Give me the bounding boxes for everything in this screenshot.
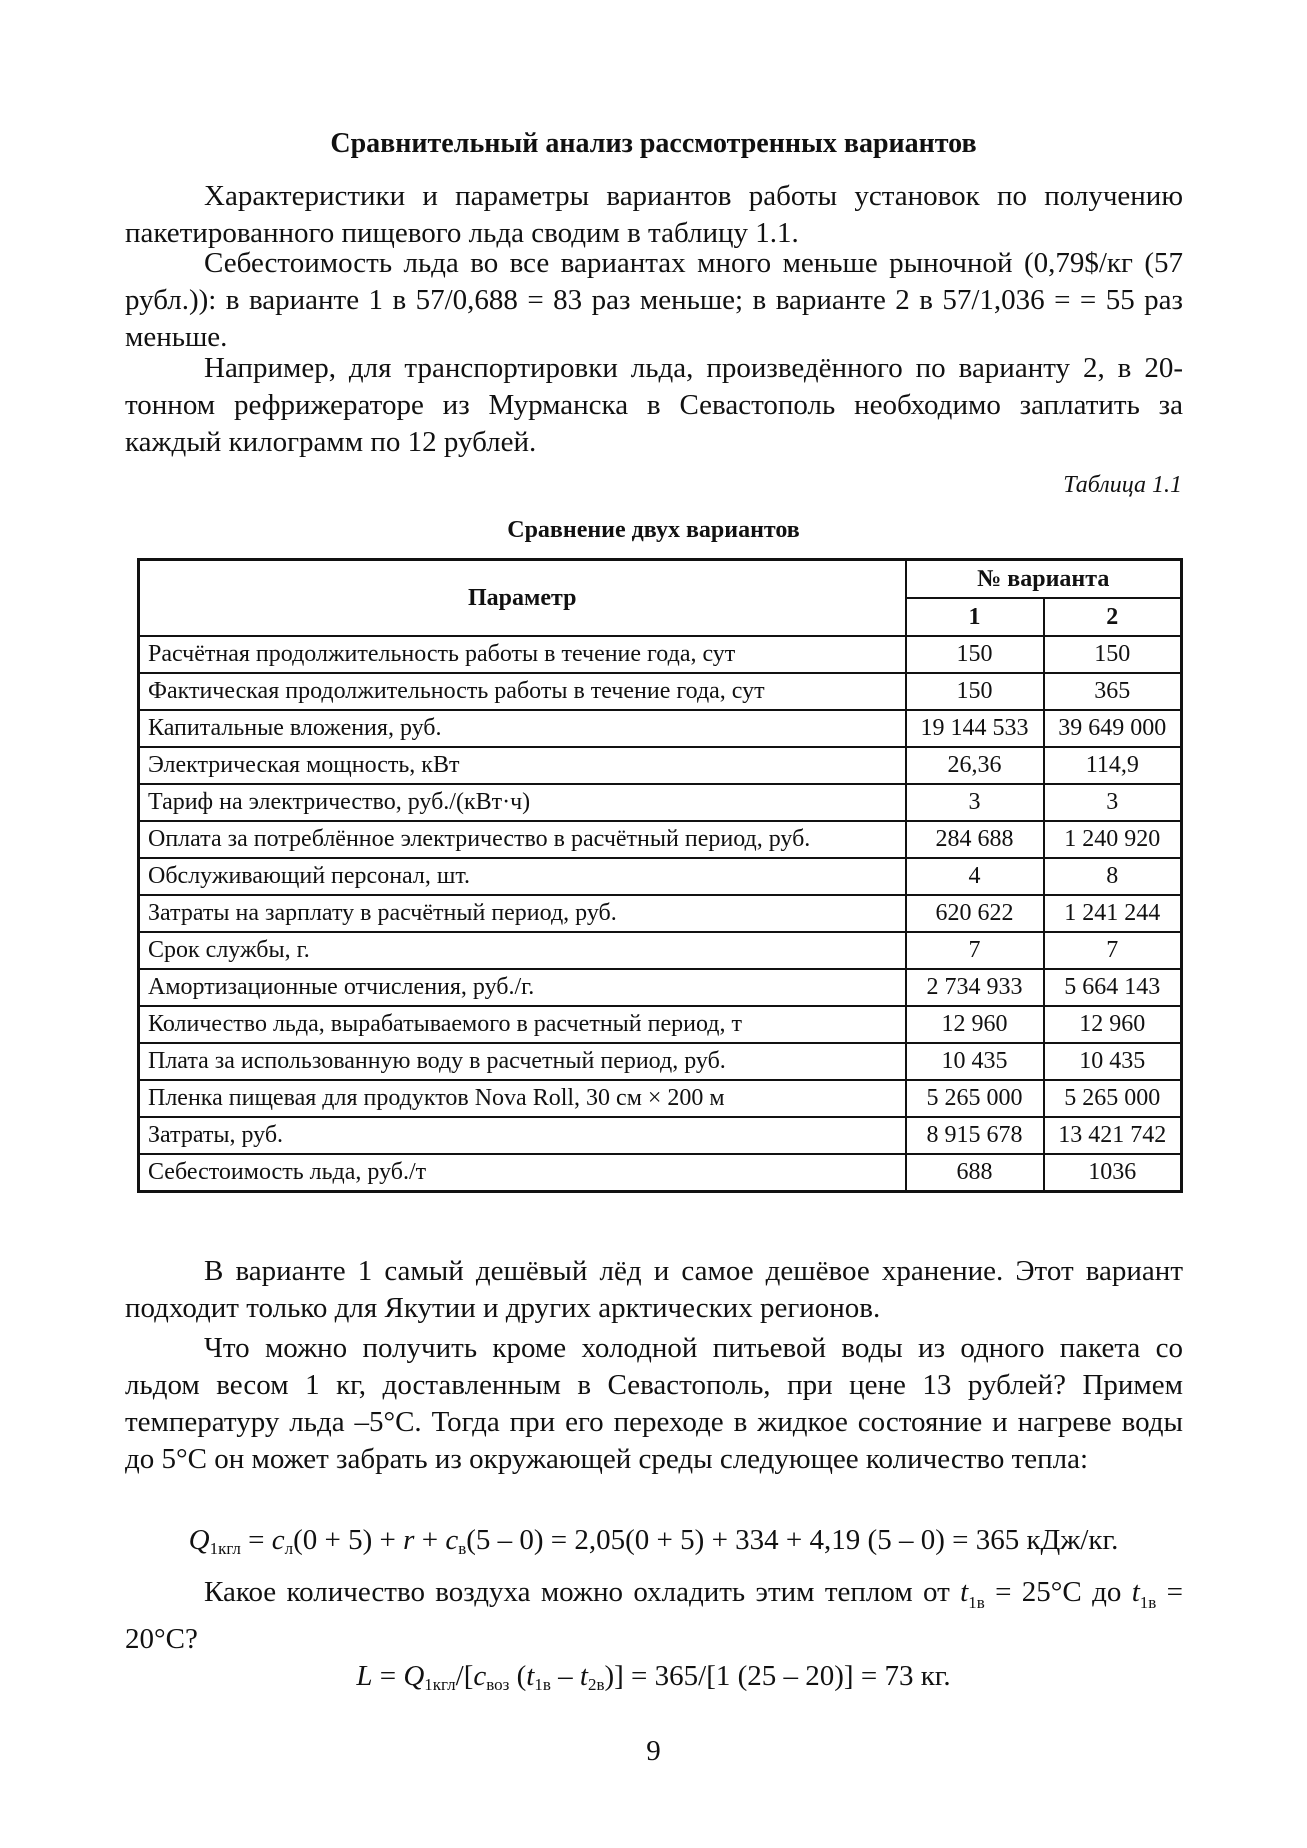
paragraph-6: Какое количество воздуха можно охладить этим теплом от $t_{1в} = 25^\circ С$ до $t_{1в} = 20^\circ С$?: [125, 1576, 1183, 1655]
cell-variant-1: 7: [906, 932, 1044, 969]
table-row: [139, 1117, 1182, 1154]
cell-parameter: Амортизационные отчисления, руб./г.: [139, 969, 906, 1006]
cell-variant-1: 284 688: [906, 821, 1044, 858]
cell-variant-1: 688: [906, 1154, 1044, 1192]
cell-parameter: Затраты, руб.: [139, 1117, 906, 1154]
paragraph-2: Себестоимость льда во все вариантах много меньше рыночной (0,79$/кг (57 рубл.)): в варианте 1 в 57/0,688 = 83 раз меньше; в варианте 2 в 57/1,036 = = 55 раз меньше.: [125, 247, 1183, 353]
table-row: [139, 1154, 1182, 1192]
cell-variant-2: 150: [1044, 636, 1182, 673]
cell-variant-1: 12 960: [906, 1006, 1044, 1043]
table-row: [139, 1080, 1182, 1117]
cell-variant-1: 620 622: [906, 895, 1044, 932]
cell-parameter: Себестоимость льда, руб./т: [139, 1154, 906, 1192]
formula-heat: $Q_{1кгл} = c_л(0 + 5) + r + c_в(5 - 0) = 2,05(0 + 5) + 334 + 4,19$ (5 – 0) = 365 кДж/кг.: [188, 1524, 1119, 1558]
table-row: [139, 895, 1182, 932]
table-row: [139, 673, 1182, 710]
cell-variant-1: 4: [906, 858, 1044, 895]
header-variant-2: 2: [1044, 598, 1182, 636]
header-variant-1: 1: [906, 598, 1044, 636]
cell-variant-2: 114,9: [1044, 747, 1182, 784]
header-variant-number: № варианта: [906, 560, 1182, 599]
cell-parameter: Количество льда, вырабатываемого в расчетный период, т: [139, 1006, 906, 1043]
cell-variant-2: 1 240 920: [1044, 821, 1182, 858]
cell-variant-1: 150: [906, 636, 1044, 673]
cell-parameter: Капитальные вложения, руб.: [139, 710, 906, 747]
table-title: Сравнение двух вариантов: [507, 517, 800, 543]
table-row: [139, 1043, 1182, 1080]
cell-parameter: Плата за использованную воду в расчетный период, руб.: [139, 1043, 906, 1080]
cell-variant-1: 26,36: [906, 747, 1044, 784]
table-label: Таблица 1.1: [1063, 472, 1182, 498]
cell-variant-2: 1036: [1044, 1154, 1182, 1192]
table-row: [139, 636, 1182, 673]
cell-variant-2: 10 435: [1044, 1043, 1182, 1080]
table-row: [139, 710, 1182, 747]
cell-variant-1: 3: [906, 784, 1044, 821]
cell-parameter: Расчётная продолжительность работы в течение года, сут: [139, 636, 906, 673]
cell-variant-2: 5 265 000: [1044, 1080, 1182, 1117]
section-heading: Сравнительный анализ рассмотренных вариантов: [330, 128, 977, 159]
table-row: [139, 969, 1182, 1006]
table-row: [139, 784, 1182, 821]
cell-parameter: Оплата за потреблённое электричество в расчётный период, руб.: [139, 821, 906, 858]
comparison-table: [137, 558, 1183, 1193]
cell-variant-2: 12 960: [1044, 1006, 1182, 1043]
header-parameter: Параметр: [139, 560, 906, 637]
table-row: [139, 747, 1182, 784]
cell-variant-2: 3: [1044, 784, 1182, 821]
paragraph-5: Что можно получить кроме холодной питьевой воды из одного пакета со льдом весом 1 кг, доставленным в Севастополь, при цене 13 рублей? Примем температуру льда –5°С. Тогда при его переходе в жидкое состояние и нагреве воды до 5°С он может забрать из окружающей среды следующее количество тепла:: [125, 1332, 1183, 1475]
page-number: 9: [646, 1735, 661, 1767]
table-row: [139, 821, 1182, 858]
paragraph-3: Например, для транспортировки льда, произведённого по варианту 2, в 20-тонном рефрижераторе из Мурманска в Севастополь необходимо заплатить за каждый килограмм по 12 рублей.: [125, 352, 1183, 458]
paragraph-4: В варианте 1 самый дешёвый лёд и самое дешёвое хранение. Этот вариант подходит только для Якутии и других арктических регионов.: [125, 1255, 1183, 1324]
cell-parameter: Электрическая мощность, кВт: [139, 747, 906, 784]
cell-variant-1: 10 435: [906, 1043, 1044, 1080]
table-row: [139, 858, 1182, 895]
table-row: [139, 932, 1182, 969]
cell-variant-1: 19 144 533: [906, 710, 1044, 747]
cell-parameter: Затраты на зарплату в расчётный период, руб.: [139, 895, 906, 932]
cell-variant-2: 5 664 143: [1044, 969, 1182, 1006]
formula-air: $L = Q_{1кгл}/[c_{воз}$ $(t_{1в} - t_{2в})] = 365/[1$ (25 – 20)] = 73 кг.: [356, 1660, 951, 1694]
cell-variant-2: 1 241 244: [1044, 895, 1182, 932]
cell-parameter: Фактическая продолжительность работы в течение года, сут: [139, 673, 906, 710]
table-header-row: [139, 560, 1182, 599]
cell-variant-1: 5 265 000: [906, 1080, 1044, 1117]
cell-variant-1: 2 734 933: [906, 969, 1044, 1006]
cell-variant-2: 365: [1044, 673, 1182, 710]
cell-variant-2: 7: [1044, 932, 1182, 969]
cell-variant-1: 150: [906, 673, 1044, 710]
cell-parameter: Срок службы, г.: [139, 932, 906, 969]
cell-parameter: Тариф на электричество, руб./(кВт·ч): [139, 784, 906, 821]
cell-parameter: Обслуживающий персонал, шт.: [139, 858, 906, 895]
paragraph-1: Характеристики и параметры вариантов работы установок по получению пакетированного пищевого льда сводим в таблицу 1.1.: [125, 180, 1183, 249]
cell-parameter: Пленка пищевая для продуктов Nova Roll, 30 см × 200 м: [139, 1080, 906, 1117]
cell-variant-2: 8: [1044, 858, 1182, 895]
cell-variant-2: 39 649 000: [1044, 710, 1182, 747]
cell-variant-2: 13 421 742: [1044, 1117, 1182, 1154]
table-row: [139, 1006, 1182, 1043]
cell-variant-1: 8 915 678: [906, 1117, 1044, 1154]
table-body: [139, 636, 1182, 1192]
